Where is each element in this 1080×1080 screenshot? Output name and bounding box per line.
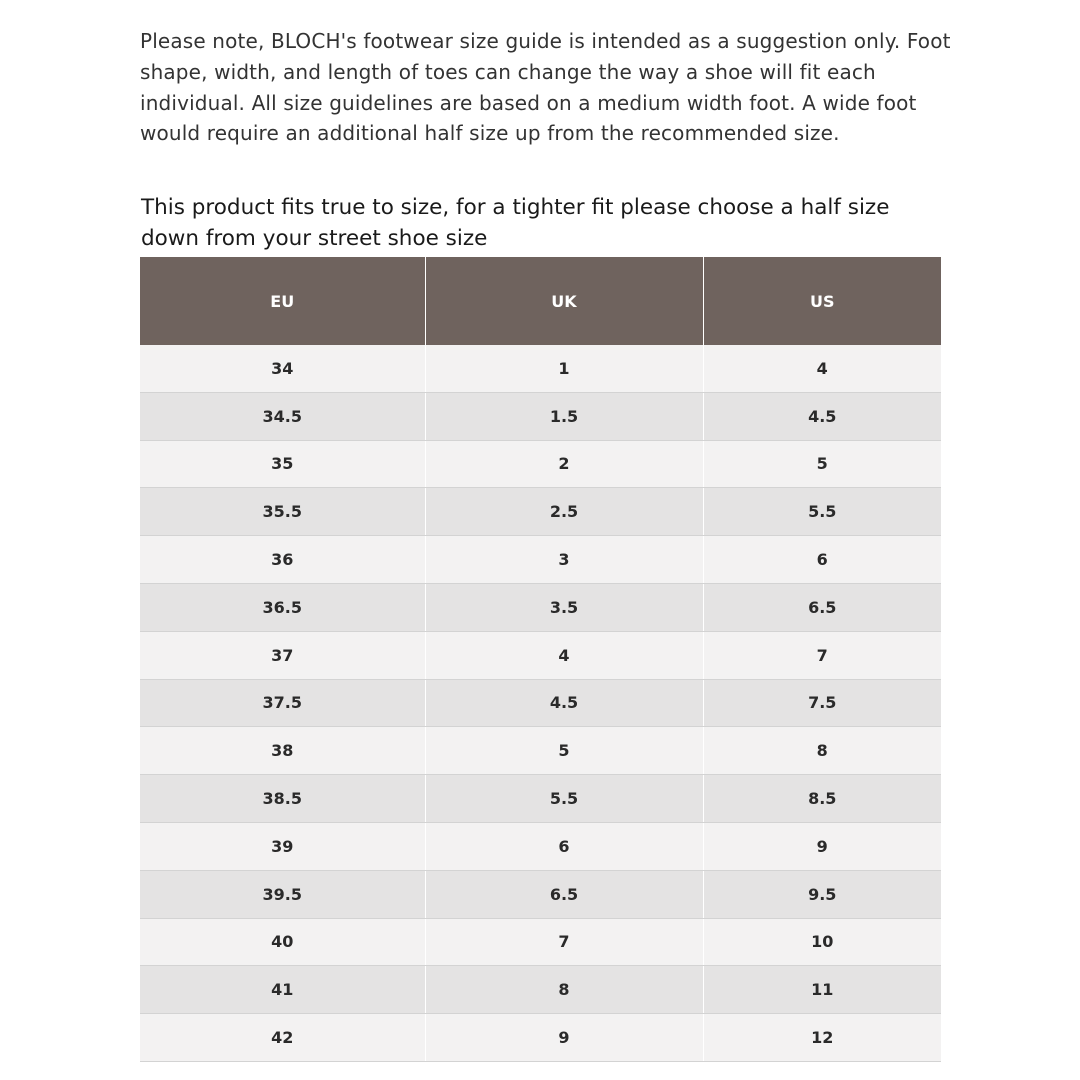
table-row [140,488,941,536]
cell-uk: 9 [425,1014,703,1062]
table-row [140,775,941,823]
cell-eu: 36.5 [140,583,425,631]
cell-eu: 34 [140,345,425,392]
table-row [140,440,941,488]
header-us: US [703,257,941,345]
cell-eu: 34.5 [140,392,425,440]
table-row [140,536,941,584]
cell-eu: 38 [140,727,425,775]
cell-eu: 36 [140,536,425,584]
cell-uk: 8 [425,966,703,1014]
cell-eu: 40 [140,918,425,966]
cell-us: 9.5 [703,870,941,918]
table-row [140,679,941,727]
cell-us: 8 [703,727,941,775]
cell-uk: 1 [425,345,703,392]
table-row [140,966,941,1014]
table-row [140,345,941,392]
cell-uk: 2.5 [425,488,703,536]
cell-uk: 4 [425,631,703,679]
header-eu: EU [140,257,425,345]
cell-us: 4.5 [703,392,941,440]
cell-uk: 2 [425,440,703,488]
cell-us: 5.5 [703,488,941,536]
cell-us: 9 [703,822,941,870]
cell-us: 4 [703,345,941,392]
cell-eu: 39 [140,822,425,870]
table-row [140,631,941,679]
cell-eu: 42 [140,1014,425,1062]
cell-uk: 7 [425,918,703,966]
cell-us: 12 [703,1014,941,1062]
cell-eu: 39.5 [140,870,425,918]
table-row [140,392,941,440]
cell-us: 6.5 [703,583,941,631]
table-row [140,870,941,918]
cell-eu: 35 [140,440,425,488]
table-header-row [140,257,941,345]
cell-eu: 35.5 [140,488,425,536]
cell-uk: 6 [425,822,703,870]
cell-uk: 6.5 [425,870,703,918]
cell-uk: 5.5 [425,775,703,823]
cell-us: 8.5 [703,775,941,823]
cell-us: 6 [703,536,941,584]
table-row [140,727,941,775]
cell-us: 7.5 [703,679,941,727]
cell-uk: 4.5 [425,679,703,727]
cell-uk: 3 [425,536,703,584]
table-row [140,583,941,631]
cell-eu: 37.5 [140,679,425,727]
fit-advice: This product fits true to size, for a tighter fit please choose a half size down from your street shoe size [141,195,890,251]
cell-us: 11 [703,966,941,1014]
table-row [140,1014,941,1062]
cell-eu: 41 [140,966,425,1014]
size-guide-note: Please note, BLOCH's footwear size guide is intended as a suggestion only. Foot shape, width, and length of toes can change the way a shoe will fit each individual. All size guidelines are based on a medium width foot. A wide foot would require an additional half size up from the recommended size. [140,29,951,146]
size-chart-table [140,257,941,1062]
cell-uk: 3.5 [425,583,703,631]
cell-eu: 38.5 [140,775,425,823]
header-uk: UK [425,257,703,345]
cell-us: 7 [703,631,941,679]
table-row [140,822,941,870]
cell-uk: 1.5 [425,392,703,440]
table-row [140,918,941,966]
cell-eu: 37 [140,631,425,679]
cell-uk: 5 [425,727,703,775]
cell-us: 10 [703,918,941,966]
cell-us: 5 [703,440,941,488]
